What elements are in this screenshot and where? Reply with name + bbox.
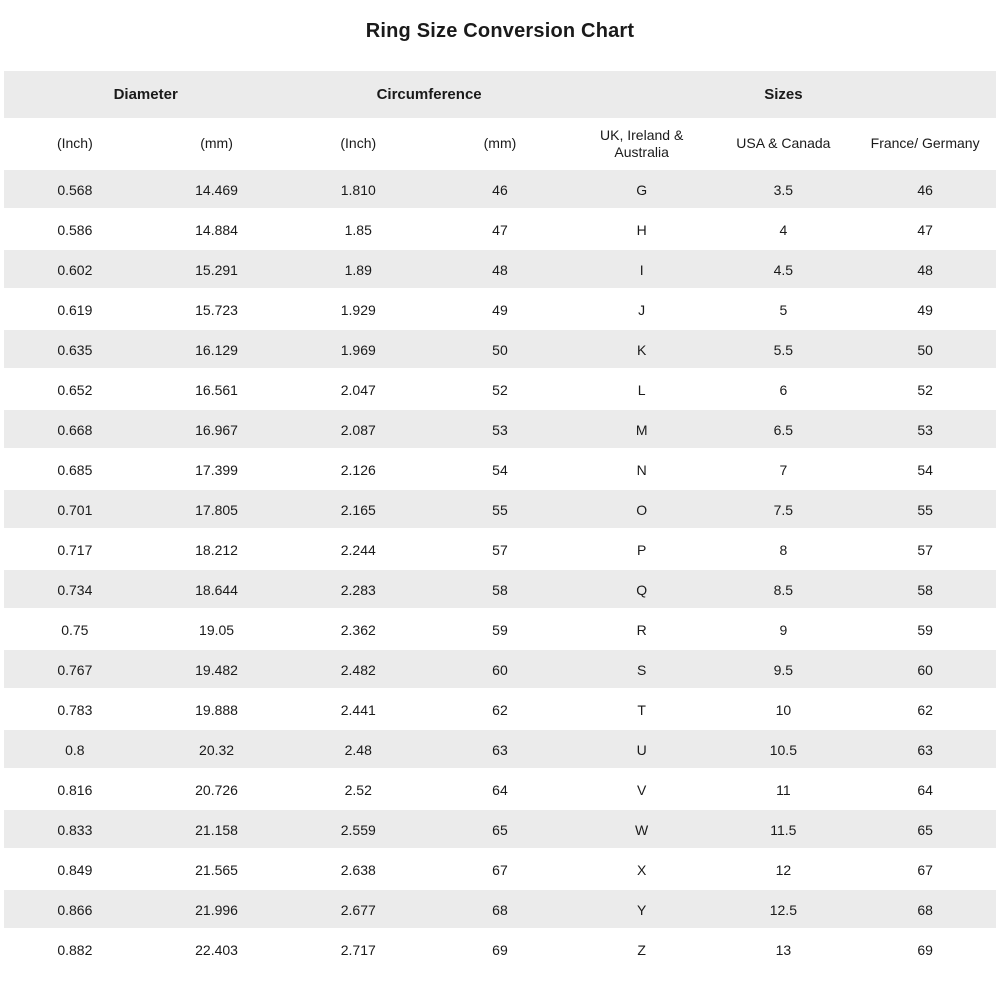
table-cell: 48 <box>492 262 508 278</box>
table-cell: 14.469 <box>195 182 238 198</box>
table-cell: 49 <box>492 302 508 318</box>
table-cell: 21.565 <box>195 862 238 878</box>
table-cell: P <box>636 542 647 558</box>
column-header-circumference-mm: (mm) <box>483 135 517 152</box>
table-cell: 1.810 <box>340 182 376 198</box>
table-cell: 69 <box>492 942 508 958</box>
table-cell: 0.833 <box>57 822 93 838</box>
table-cell: U <box>636 742 647 758</box>
table-cell: 59 <box>917 622 933 638</box>
table-cell: 18.644 <box>195 582 238 598</box>
table-cell: I <box>639 262 644 278</box>
table-row <box>4 690 996 730</box>
table-cell: 9.5 <box>773 662 794 678</box>
table-cell: 2.087 <box>340 422 376 438</box>
table-cell: 5 <box>779 302 788 318</box>
table-cell: 57 <box>917 542 933 558</box>
table-cell: 0.882 <box>57 942 93 958</box>
table-cell: 0.685 <box>57 462 93 478</box>
table-cell: 5.5 <box>773 342 794 358</box>
group-header-diameter: Diameter <box>113 86 178 103</box>
group-header-circumference: Circumference <box>376 86 482 103</box>
table-cell: 58 <box>492 582 508 598</box>
table-row <box>4 730 996 770</box>
table-cell: 62 <box>917 702 933 718</box>
table-row <box>4 570 996 610</box>
table-cell: 8 <box>779 542 788 558</box>
table-cell: 21.996 <box>195 902 238 918</box>
table-row <box>4 930 996 970</box>
column-header-diameter-mm: (mm) <box>200 135 233 152</box>
table-row <box>4 250 996 290</box>
table-row <box>4 650 996 690</box>
table-row <box>4 530 996 570</box>
table-row <box>4 770 996 810</box>
table-cell: V <box>636 782 647 798</box>
table-row <box>4 810 996 850</box>
table-cell: 4.5 <box>773 262 794 278</box>
page-title: Ring Size Conversion Chart <box>365 20 635 42</box>
table-row <box>4 330 996 370</box>
table-cell: 18.212 <box>195 542 238 558</box>
table-cell: 48 <box>917 262 933 278</box>
table-cell: 2.717 <box>340 942 376 958</box>
table-cell: 6 <box>779 382 788 398</box>
table-cell: 0.668 <box>57 422 93 438</box>
table-cell: 0.866 <box>57 902 93 918</box>
table-cell: 2.126 <box>340 462 376 478</box>
table-cell: 60 <box>492 662 508 678</box>
table-body <box>4 170 996 970</box>
table-cell: 4 <box>779 222 788 238</box>
table-cell: 0.734 <box>57 582 93 598</box>
table-cell: 15.723 <box>195 302 238 318</box>
table-cell: 22.403 <box>195 942 238 958</box>
table-cell: Q <box>636 582 648 598</box>
table-row <box>4 450 996 490</box>
table-row <box>4 410 996 450</box>
table-cell: 52 <box>492 382 508 398</box>
table-cell: 50 <box>917 342 933 358</box>
table-cell: 0.75 <box>61 622 89 638</box>
table-row <box>4 890 996 930</box>
table-cell: 0.619 <box>57 302 93 318</box>
ring-size-conversion-table <box>4 71 996 970</box>
table-cell: 0.783 <box>57 702 93 718</box>
column-header-circumference-inch: (Inch) <box>340 135 377 152</box>
table-cell: K <box>636 342 647 358</box>
table-cell: 0.568 <box>57 182 93 198</box>
table-row <box>4 370 996 410</box>
table-cell: 47 <box>917 222 933 238</box>
table-cell: W <box>635 822 649 838</box>
table-cell: 11 <box>776 782 791 798</box>
group-header-sizes: Sizes <box>764 86 803 103</box>
table-cell: 65 <box>492 822 508 838</box>
table-cell: 7 <box>779 462 788 478</box>
table-cell: 0.816 <box>57 782 93 798</box>
table-cell: 62 <box>492 702 508 718</box>
table-cell: 1.85 <box>344 222 372 238</box>
table-cell: 16.561 <box>195 382 238 398</box>
table-cell: 60 <box>917 662 933 678</box>
table-cell: 21.158 <box>195 822 238 838</box>
table-cell: 2.677 <box>340 902 376 918</box>
table-cell: L <box>637 382 646 398</box>
table-cell: G <box>636 182 648 198</box>
table-row <box>4 490 996 530</box>
table-cell: 0.586 <box>57 222 93 238</box>
table-cell: 19.888 <box>195 702 238 718</box>
column-header-uk-ireland-australia: UK, Ireland & Australia <box>600 126 684 160</box>
table-cell: 2.362 <box>340 622 376 638</box>
table-cell: 17.399 <box>195 462 238 478</box>
column-header-france-germany: France/ Germany <box>870 135 980 152</box>
table-cell: 1.89 <box>344 262 372 278</box>
table-cell: 9 <box>779 622 788 638</box>
table-cell: 12 <box>775 862 792 878</box>
table-cell: 46 <box>492 182 508 198</box>
table-cell: H <box>636 222 647 238</box>
table-cell: 63 <box>917 742 933 758</box>
table-cell: 64 <box>917 782 933 798</box>
table-cell: R <box>636 622 647 638</box>
table-cell: 15.291 <box>195 262 238 278</box>
group-header-row <box>4 71 996 118</box>
column-header-diameter-inch: (Inch) <box>56 135 93 152</box>
table-cell: 16.967 <box>195 422 238 438</box>
table-cell: 63 <box>492 742 508 758</box>
table-cell: 0.849 <box>57 862 93 878</box>
table-cell: 68 <box>917 902 933 918</box>
table-cell: O <box>636 502 648 518</box>
table-row <box>4 290 996 330</box>
table-cell: 10 <box>775 702 792 718</box>
table-cell: 14.884 <box>195 222 238 238</box>
table-cell: 2.244 <box>340 542 376 558</box>
table-cell: 54 <box>917 462 933 478</box>
table-cell: 47 <box>492 222 508 238</box>
table-cell: J <box>638 302 646 318</box>
table-cell: 8.5 <box>773 582 794 598</box>
table-cell: 2.047 <box>340 382 376 398</box>
table-cell: S <box>636 662 647 678</box>
table-cell: 7.5 <box>773 502 794 518</box>
table-cell: 20.32 <box>199 742 235 758</box>
table-cell: 2.441 <box>340 702 376 718</box>
table-cell: 2.559 <box>340 822 376 838</box>
table-cell: Z <box>637 942 646 958</box>
table-cell: 69 <box>917 942 933 958</box>
table-cell: 58 <box>917 582 933 598</box>
table-cell: M <box>635 422 648 438</box>
table-cell: 19.05 <box>199 622 235 638</box>
table-cell: N <box>636 462 647 478</box>
table-header <box>4 71 996 170</box>
table-cell: 12.5 <box>769 902 797 918</box>
table-cell: 52 <box>917 382 933 398</box>
table-row <box>4 610 996 650</box>
table-cell: 6.5 <box>773 422 794 438</box>
table-cell: X <box>636 862 647 878</box>
table-cell: 54 <box>492 462 508 478</box>
table-cell: 13 <box>775 942 792 958</box>
table-cell: T <box>637 702 646 718</box>
table-cell: 65 <box>917 822 933 838</box>
table-cell: 0.767 <box>57 662 93 678</box>
table-cell: 10.5 <box>769 742 797 758</box>
table-cell: 53 <box>917 422 933 438</box>
table-row <box>4 210 996 250</box>
table-cell: 49 <box>917 302 933 318</box>
table-cell: 1.929 <box>340 302 376 318</box>
table-cell: 67 <box>492 862 508 878</box>
table-cell: 64 <box>492 782 508 798</box>
table-cell: 2.48 <box>344 742 372 758</box>
table-cell: 55 <box>917 502 933 518</box>
table-cell: 3.5 <box>773 182 794 198</box>
table-cell: 0.635 <box>57 342 93 358</box>
table-row <box>4 850 996 890</box>
table-cell: 46 <box>917 182 933 198</box>
table-cell: 0.652 <box>57 382 93 398</box>
table-cell: 2.283 <box>340 582 376 598</box>
table-cell: 11.5 <box>770 822 797 838</box>
table-cell: 2.165 <box>340 502 376 518</box>
table-cell: 1.969 <box>340 342 376 358</box>
table-cell: 2.482 <box>340 662 376 678</box>
table-cell: Y <box>636 902 647 918</box>
table-cell: 53 <box>492 422 508 438</box>
table-cell: 20.726 <box>195 782 238 798</box>
table-cell: 0.8 <box>65 742 85 758</box>
table-cell: 2.638 <box>340 862 376 878</box>
table-cell: 67 <box>917 862 933 878</box>
table-cell: 55 <box>492 502 508 518</box>
table-cell: 57 <box>492 542 508 558</box>
table-cell: 0.717 <box>57 542 93 558</box>
table-cell: 0.701 <box>57 502 93 518</box>
table-cell: 68 <box>492 902 508 918</box>
subheader-row <box>4 118 996 170</box>
table-cell: 0.602 <box>57 262 93 278</box>
table-cell: 16.129 <box>195 342 238 358</box>
table-row <box>4 170 996 210</box>
table-cell: 59 <box>492 622 508 638</box>
column-header-usa-canada: USA & Canada <box>736 135 831 152</box>
table-cell: 50 <box>492 342 508 358</box>
table-cell: 17.805 <box>195 502 238 518</box>
table-cell: 19.482 <box>195 662 238 678</box>
table-cell: 2.52 <box>344 782 372 798</box>
